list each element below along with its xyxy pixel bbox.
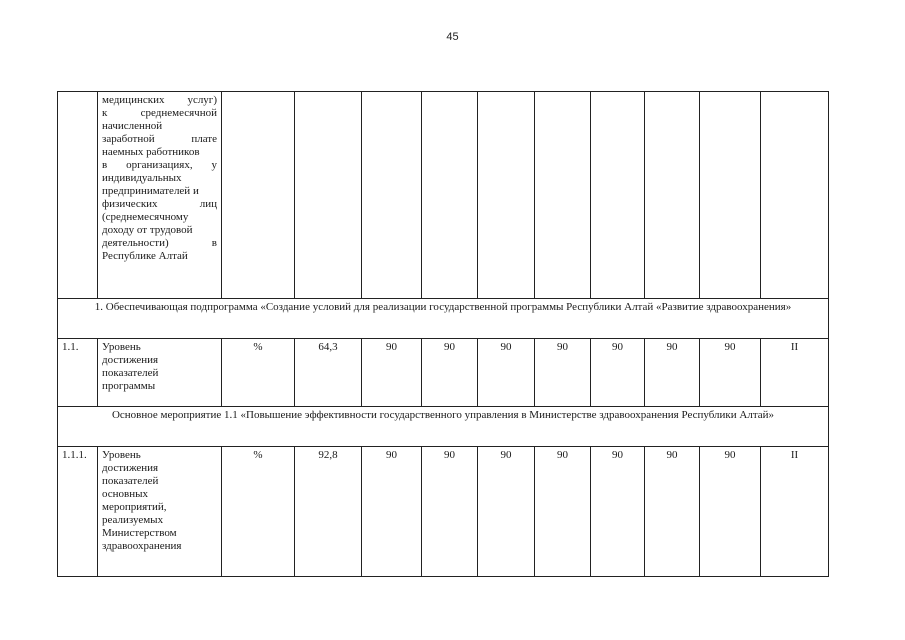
- description-line: достижения: [102, 354, 159, 366]
- description-line: достижения: [102, 462, 159, 474]
- unit-cell: %: [222, 339, 295, 407]
- indicator-description-cell: [98, 339, 222, 407]
- value-cell: [700, 92, 761, 299]
- value-cell: [591, 92, 645, 299]
- description-line: Республике Алтай: [102, 250, 188, 262]
- value-cell: 92,8: [295, 447, 362, 577]
- section-title: Основное мероприятие 1.1 «Повышение эффективности государственного управления в Министерстве здравоохранения Республики Алтай»: [58, 407, 829, 447]
- value-cell: 90: [591, 339, 645, 407]
- value-cell: 90: [700, 339, 761, 407]
- value-cell: [535, 92, 591, 299]
- description-line: предпринимателей и: [102, 185, 199, 197]
- description-line: начисленной: [102, 120, 163, 132]
- description-line: Уровень: [102, 449, 141, 461]
- description-line: (среднемесячному: [102, 211, 189, 223]
- description-line: физических лиц: [102, 198, 217, 210]
- value-cell: [422, 92, 478, 299]
- description-line: здравоохранения: [102, 540, 182, 552]
- section-header-row: [58, 299, 829, 339]
- value-cell: 90: [362, 447, 422, 577]
- value-cell: 90: [478, 339, 535, 407]
- value-cell: 90: [535, 339, 591, 407]
- indicators-table: [57, 91, 829, 577]
- description-line: основных: [102, 488, 149, 500]
- code-cell: II: [761, 447, 829, 577]
- value-cell: 90: [535, 447, 591, 577]
- value-cell: [295, 92, 362, 299]
- description-line: медицинских услуг): [102, 94, 217, 106]
- description-line: Министерством: [102, 527, 177, 539]
- value-cell: 90: [645, 339, 700, 407]
- indicator-description-cell: [98, 447, 222, 577]
- value-cell: [645, 92, 700, 299]
- description-line: показателей: [102, 367, 159, 379]
- value-cell: 90: [591, 447, 645, 577]
- unit-cell: [222, 92, 295, 299]
- value-cell: 90: [478, 447, 535, 577]
- section-header-row: [58, 407, 829, 447]
- description-line: доходу от трудовой: [102, 224, 193, 236]
- code-cell: [761, 92, 829, 299]
- description-line: наемных работников: [102, 146, 200, 158]
- table-row: [58, 92, 829, 299]
- value-cell: 90: [362, 339, 422, 407]
- value-cell: 90: [422, 447, 478, 577]
- code-cell: II: [761, 339, 829, 407]
- description-line: индивидуальных: [102, 172, 182, 184]
- value-cell: 64,3: [295, 339, 362, 407]
- value-cell: 90: [700, 447, 761, 577]
- row-number-cell: [58, 92, 98, 299]
- description-line: в организациях, у: [102, 159, 217, 171]
- indicator-description-cell: [98, 92, 222, 299]
- unit-cell: %: [222, 447, 295, 577]
- description-line: Уровень: [102, 341, 141, 353]
- value-cell: [362, 92, 422, 299]
- description-line: к среднемесячной: [102, 107, 217, 119]
- page-number: 45: [446, 31, 459, 43]
- table-row: [58, 447, 829, 577]
- value-cell: 90: [645, 447, 700, 577]
- description-line: деятельности) в: [102, 237, 217, 249]
- value-cell: 90: [422, 339, 478, 407]
- description-line: мероприятий,: [102, 501, 167, 513]
- description-line: реализуемых: [102, 514, 164, 526]
- row-number-cell: 1.1.: [58, 339, 98, 407]
- row-number-cell: 1.1.1.: [58, 447, 98, 577]
- value-cell: [478, 92, 535, 299]
- section-title: 1. Обеспечивающая подпрограмма «Создание условий для реализации государственной программы Республики Алтай «Развитие здравоохранения»: [58, 299, 829, 339]
- description-line: показателей: [102, 475, 159, 487]
- description-line: программы: [102, 380, 156, 392]
- table-row: [58, 339, 829, 407]
- description-line: заработной плате: [102, 133, 217, 145]
